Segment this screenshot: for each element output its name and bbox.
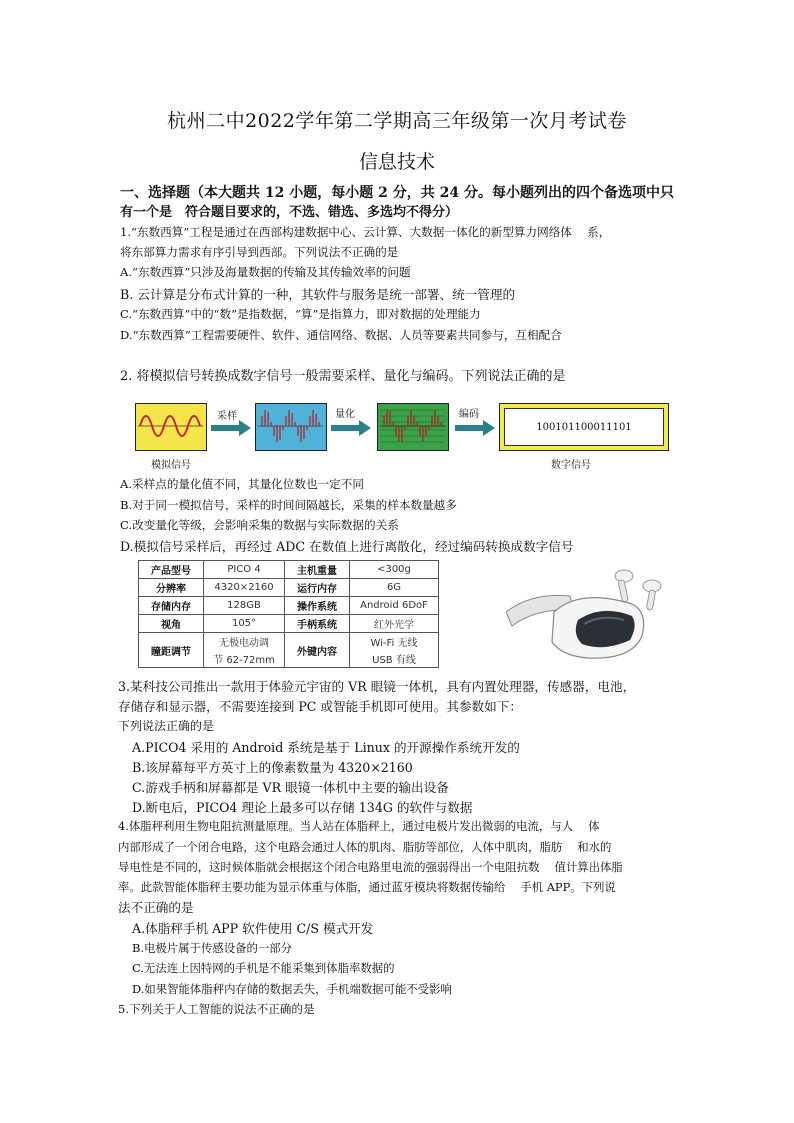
section-heading-line1: 一、选择题（本大题共 12 小题，每小题 2 分，共 24 分。每小题列出的四个备选项中只 bbox=[120, 185, 674, 201]
table-cell: 存储内存 bbox=[139, 597, 204, 615]
q1-option-d: D.“东数西算”工程需要硬件、软件、通信网络、数据、人员等要素共同参与，互相配合 bbox=[120, 328, 562, 342]
table-cell: 6G bbox=[350, 579, 439, 597]
quantized-wave-icon bbox=[378, 404, 447, 449]
vr-spec-table bbox=[138, 560, 439, 668]
sampled-wave-icon bbox=[256, 404, 325, 449]
exam-title: 杭州二中2022学年第二学期高三年级第一次月考试卷 bbox=[167, 110, 627, 132]
table-cell: 运行内存 bbox=[285, 579, 350, 597]
table-row bbox=[139, 561, 439, 579]
q1-option-c: C.“东数西算”中的“数”是指数据，“算”是指算力，即对数据的处理能力 bbox=[120, 307, 481, 321]
table-cell: <300g bbox=[350, 561, 439, 579]
q4-option-d: D.如果智能体脂秤内存储的数据丢失，手机端数据可能不受影响 bbox=[132, 982, 452, 996]
q1-option-a: A.“东数西算”只涉及海量数据的传输及其传输效率的问题 bbox=[120, 265, 411, 279]
analog-signal-box bbox=[135, 403, 207, 451]
q3-stem-line3: 下列说法正确的是 bbox=[118, 719, 215, 733]
q3-option-d: D.断电后，PICO4 理论上最多可以存储 134G 的软件与数据 bbox=[132, 800, 473, 815]
q4-option-b: B.电极片属于传感设备的一部分 bbox=[132, 941, 293, 955]
table-cell: 外键内容 bbox=[285, 633, 350, 668]
table-cell: 4320×2160 bbox=[204, 579, 285, 597]
q4-stem-line5: 法不正确的是 bbox=[118, 900, 194, 915]
q4-stem-line4: 率。此款智能体脂秤主要功能为显示体重与体脂，通过蓝牙模块将数据传输给 手机 APP。下列说 bbox=[118, 880, 616, 894]
arrow-right-icon bbox=[331, 420, 371, 436]
section-heading-line2: 有一个是 符合题目要求的，不选、错选、多选均不得分） bbox=[120, 205, 459, 220]
controller-icon bbox=[643, 580, 661, 610]
q3-option-a: A.PICO4 采用的 Android 系统是基于 Linux 的开源操作系统开发的 bbox=[132, 740, 520, 755]
q2-option-a: A.采样点的量化值不同，其量化位数也一定不同 bbox=[120, 477, 364, 491]
q4-stem-line2: 内部形成了一个闭合电路，这个电路会通过人体的肌肉、脂肪等部位，人体中肌肉，脂肪 和水的 bbox=[118, 840, 612, 854]
q4-stem-line1: 4.体脂秤利用生物电阻抗测量原理。当人站在体脂秤上，通过电极片发出微弱的电流，与人 体 bbox=[118, 819, 600, 833]
table-cell: 手柄系统 bbox=[285, 615, 350, 633]
table-cell: 产品型号 bbox=[139, 561, 204, 579]
q1-stem-line1: 1.“东数西算”工程是通过在西部构建数据中心、云计算、大数据一体化的新型算力网络体 系， bbox=[120, 225, 611, 239]
q4-stem-line3: 导电性是不同的，这时候体脂就会根据这个闭合电路里电流的强弱得出一个电阻抗数 值计算出体脂 bbox=[118, 860, 623, 874]
table-cell: 瞳距调节 bbox=[139, 633, 204, 668]
q2-stem: 2. 将模拟信号转换成数字信号一般需要采样、量化与编码。下列说法正确的是 bbox=[120, 369, 566, 384]
q3-option-c: C.游戏手柄和屏幕都是 VR 眼镜一体机中主要的输出设备 bbox=[132, 780, 449, 795]
vr-headset-image bbox=[492, 560, 670, 668]
table-cell: PICO 4 bbox=[204, 561, 285, 579]
q1-stem-line2: 将东部算力需求有序引导到西部。下列说法不正确的是 bbox=[120, 245, 399, 259]
table-cell: Wi-Fi 无线 bbox=[350, 633, 439, 651]
table-cell: USB 有线 bbox=[350, 650, 439, 668]
table-cell: 红外光学 bbox=[350, 615, 439, 633]
arrow-right-icon bbox=[211, 420, 251, 436]
table-cell: 主机重量 bbox=[285, 561, 350, 579]
signal-conversion-diagram bbox=[135, 398, 670, 470]
q2-option-d: D.模拟信号采样后，再经过 ADC 在数值上进行离散化，经过编码转换成数字信号 bbox=[120, 539, 574, 554]
analog-signal-label: 模拟信号 bbox=[151, 460, 191, 471]
table-cell: 128GB bbox=[204, 597, 285, 615]
table-cell: Android 6DoF bbox=[350, 597, 439, 615]
encoding-label: 编码 bbox=[459, 409, 479, 420]
table-cell: 分辨率 bbox=[139, 579, 204, 597]
sampled-signal-box bbox=[255, 403, 327, 451]
q1-option-b: B. 云计算是分布式计算的一种，其软件与服务是统一部署、统一管理的 bbox=[120, 287, 516, 302]
controller-icon bbox=[615, 570, 633, 602]
quantization-label: 量化 bbox=[335, 409, 355, 420]
q3-stem-line2: 存储存和显示器，不需要连接到 PC 或智能手机即可使用。其参数如下： bbox=[118, 699, 522, 714]
table-cell: 视角 bbox=[139, 615, 204, 633]
q3-option-b: B.该屏幕每平方英寸上的像素数量为 4320×2160 bbox=[132, 760, 413, 775]
table-cell: 无极电动调 bbox=[204, 633, 285, 651]
table-cell: 节 62-72mm bbox=[204, 650, 285, 668]
quantized-signal-box bbox=[377, 403, 449, 451]
subject-title: 信息技术 bbox=[358, 151, 435, 173]
table-row bbox=[139, 633, 439, 651]
q2-option-c: C.改变量化等级，会影响采集的数据与实际数据的关系 bbox=[120, 518, 399, 532]
table-row bbox=[139, 579, 439, 597]
digital-signal-label: 数字信号 bbox=[551, 460, 591, 471]
table-cell: 105° bbox=[204, 615, 285, 633]
sampling-label: 采样 bbox=[217, 411, 237, 422]
table-row bbox=[139, 597, 439, 615]
q4-option-a: A.体脂秤手机 APP 软件使用 C/S 模式开发 bbox=[132, 921, 374, 936]
sine-wave-icon bbox=[136, 404, 205, 449]
q2-option-b: B.对于同一模拟信号，采样的时间间隔越长，采集的样本数量越多 bbox=[120, 498, 457, 512]
digital-signal-box bbox=[499, 403, 669, 451]
digital-value: 100101100011101 bbox=[504, 408, 664, 446]
q5-stem: 5.下列关于人工智能的说法不正确的是 bbox=[118, 1002, 315, 1016]
arrow-right-icon bbox=[455, 420, 495, 436]
q3-stem-line1: 3.某科技公司推出一款用于体验元宇宙的 VR 眼镜一体机，具有内置处理器，传感器，电池， bbox=[118, 679, 636, 694]
table-row bbox=[139, 615, 439, 633]
q4-option-c: C.无法连上因特网的手机是不能采集到体脂率数据的 bbox=[132, 961, 395, 975]
table-cell: 操作系统 bbox=[285, 597, 350, 615]
